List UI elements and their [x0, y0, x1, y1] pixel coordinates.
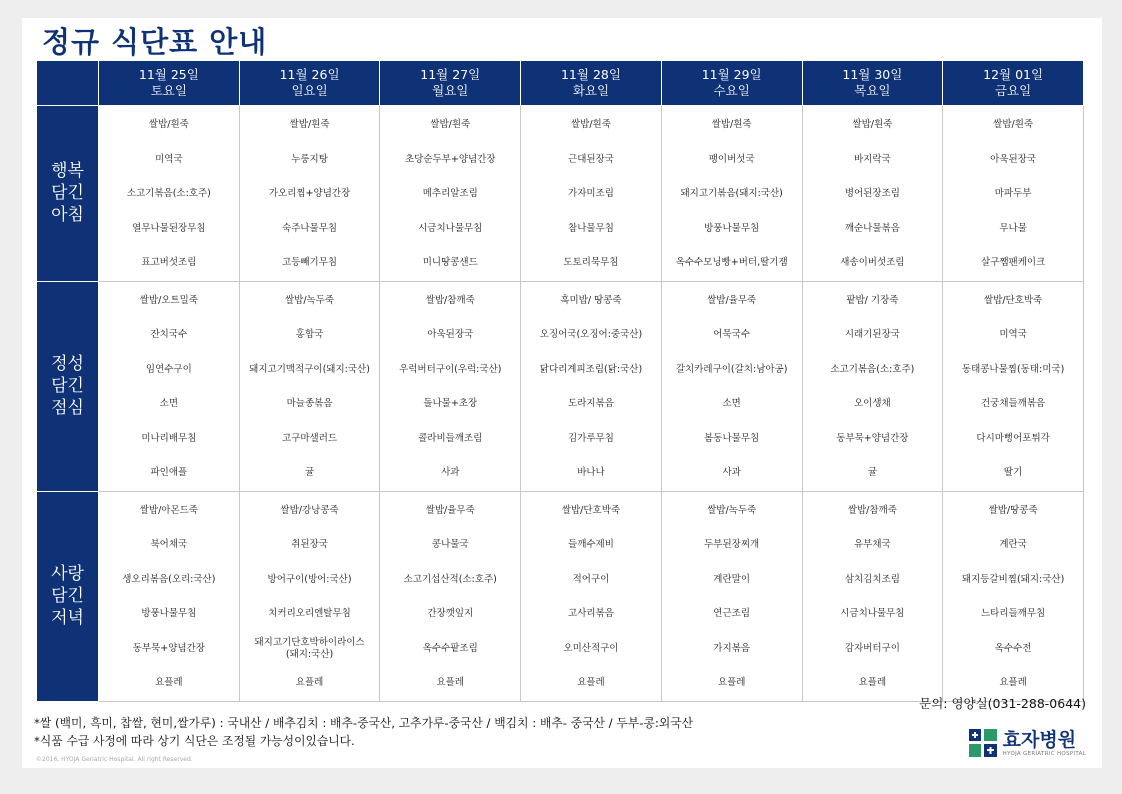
meal-label-line: 사랑 — [51, 564, 84, 584]
menu-item: 귤 — [867, 467, 877, 479]
meal-label — [37, 491, 99, 701]
menu-item: 연근조림 — [713, 608, 751, 620]
menu-item: 동부묵+양념간장 — [132, 642, 205, 654]
menu-cell — [661, 281, 802, 491]
menu-item: 미역국 — [155, 153, 183, 165]
day-date: 11월 28일 — [560, 67, 621, 82]
menu-item: 요플레 — [577, 677, 605, 689]
menu-item: 잔치국수 — [150, 329, 188, 341]
day-header — [943, 61, 1084, 106]
menu-item: 옥수수모닝빵+버터,딸기잼 — [675, 257, 788, 269]
day-header — [661, 61, 802, 106]
menu-cell — [99, 281, 240, 491]
menu-item: 요플레 — [295, 677, 324, 689]
menu-item: 쌀밥/단호박죽 — [983, 294, 1043, 306]
copyright: ©2016, HYOJA Geriatric Hospital. All right Reserved. — [36, 756, 193, 763]
menu-item: 고사리볶음 — [568, 608, 614, 620]
menu-item: 북어채국 — [150, 539, 188, 551]
menu-cell — [521, 106, 662, 282]
menu-item: 무나물 — [999, 222, 1027, 234]
logo-name: 효자병원 — [1002, 729, 1077, 751]
menu-item: 바나나 — [577, 467, 605, 479]
menu-item: 어묵국수 — [713, 329, 751, 341]
menu-cell — [802, 106, 943, 282]
menu-item: 요플레 — [858, 677, 887, 689]
menu-item: 쌀밥/강낭콩죽 — [280, 504, 339, 516]
menu-item: 고등빼기무침 — [282, 257, 338, 269]
menu-item: 건궁채들깨볶음 — [980, 398, 1046, 410]
day-date: 11월 30일 — [842, 67, 903, 82]
day-weekday: 금요일 — [994, 83, 1032, 98]
menu-item: 시금치나물무침 — [418, 222, 483, 234]
meal-row — [37, 281, 1084, 491]
menu-item: 쌀밥/참깨죽 — [847, 504, 897, 516]
meal-label-line: 담긴 — [51, 183, 84, 204]
menu-item: 오이생채 — [854, 398, 891, 410]
note-origin: *쌀 (백미, 흑미, 찹쌀, 현미,쌀가루) : 국내산 / 배추김치 : 배추-중국산, 고추가루-중국산 / 백김치 : 배추- 중국산 / 두부-콩:외국산 — [34, 716, 694, 730]
menu-item: 소고기볶음(소:호주) — [830, 363, 915, 375]
day-date: 11월 27일 — [420, 67, 481, 82]
menu-item: 표고버섯조림 — [141, 257, 197, 269]
menu-item: 쌀밥/흰죽 — [852, 119, 893, 131]
menu-item: 흑미밥/ 땅콩죽 — [560, 294, 622, 306]
menu-item: 느타리들깨무침 — [980, 608, 1046, 620]
menu-item: 감자버터구이 — [844, 642, 900, 654]
menu-item: 들깨수제비 — [568, 539, 614, 551]
day-header — [380, 61, 521, 106]
menu-item: 봄동나물무침 — [704, 432, 760, 444]
day-weekday: 목요일 — [854, 83, 891, 98]
menu-cell — [239, 106, 380, 282]
menu-item: 고구마샐러드 — [282, 432, 338, 444]
menu-item: 홍합국 — [295, 329, 324, 341]
menu-item: 쌀밥/흰죽 — [711, 119, 752, 131]
menu-cell — [943, 491, 1084, 701]
meal-label-line: 저녁 — [51, 608, 84, 628]
menu-item: 열무나물된장무침 — [132, 222, 206, 234]
menu-item: 콩나물국 — [431, 539, 469, 551]
menu-item: 방풍나물무침 — [141, 608, 197, 620]
menu-item: 미나리배무침 — [141, 432, 197, 444]
menu-item: 요플레 — [999, 677, 1027, 689]
menu-item: 병어된장조림 — [844, 188, 900, 200]
day-date: 11월 26일 — [279, 67, 340, 82]
menu-cell — [802, 281, 943, 491]
menu-item: 동태콩나물찜(동태:미국) — [961, 363, 1065, 375]
menu-item: 두부된장찌개 — [704, 539, 760, 551]
menu-item: 마늘종볶음 — [286, 398, 333, 410]
menu-cell — [99, 491, 240, 701]
hospital-logo — [969, 729, 1086, 757]
menu-cell — [99, 106, 240, 282]
menu-cell — [943, 106, 1084, 282]
menu-item: 쌀밥/녹두죽 — [707, 504, 757, 516]
day-header — [239, 61, 380, 106]
menu-item: 돼지고기맥적구이(돼지:국산) — [249, 363, 370, 375]
day-header — [99, 61, 240, 106]
day-date: 11월 29일 — [701, 67, 762, 82]
menu-item: 방풍나물무침 — [704, 222, 760, 234]
menu-item: 쌀밥/단호박죽 — [561, 504, 621, 516]
menu-item: 미니땅콩샌드 — [422, 257, 478, 269]
menu-cell — [521, 491, 662, 701]
menu-cell — [661, 491, 802, 701]
menu-item: 소면 — [722, 398, 741, 410]
day-weekday: 토요일 — [150, 83, 187, 98]
corner-cell — [37, 61, 99, 106]
menu-item: 취된장국 — [291, 539, 328, 551]
day-weekday: 수요일 — [713, 83, 750, 98]
menu-item: 소고기섭산적(소:호주) — [403, 573, 497, 585]
menu-item: 김가루무침 — [568, 432, 614, 444]
menu-item: 마파두부 — [994, 188, 1032, 200]
menu-item: 계란말이 — [713, 573, 751, 585]
menu-item: 방어구이(방어:국산) — [267, 573, 352, 585]
menu-cell — [802, 491, 943, 701]
menu-cell — [380, 491, 521, 701]
menu-item: 새송이버섯조림 — [840, 257, 905, 269]
meal-label-line: 정성 — [51, 354, 84, 374]
day-weekday: 월요일 — [432, 83, 469, 98]
meal-row — [37, 106, 1084, 282]
menu-item: 치커리오리엔탈무침 — [268, 608, 351, 620]
meal-label-line: 담긴 — [51, 586, 84, 606]
menu-item: 누룽지탕 — [291, 153, 328, 165]
menu-item: 돼지고기단호박하이라이스 (돼지:국산) — [254, 636, 365, 660]
menu-item: 쌀밥/율무죽 — [707, 294, 757, 306]
menu-item: 시래기된장국 — [844, 329, 900, 341]
day-header — [802, 61, 943, 106]
menu-item: 요플레 — [436, 677, 465, 689]
menu-item: 도라지볶음 — [568, 398, 614, 410]
menu-item: 바지락국 — [854, 153, 891, 165]
menu-item: 아욱된장국 — [427, 329, 474, 341]
menu-item: 팥밥/ 기장죽 — [846, 294, 899, 306]
day-header — [521, 61, 662, 106]
meal-label — [37, 106, 99, 282]
menu-item: 돼지고기볶음(돼지:국산) — [680, 188, 783, 200]
menu-cell — [943, 281, 1084, 491]
menu-item: 옥수수팥조림 — [422, 642, 478, 654]
day-date: 11월 25일 — [138, 67, 199, 82]
menu-item: 숙주나물무침 — [282, 222, 338, 234]
menu-item: 소면 — [159, 398, 179, 410]
menu-item: 아욱된장국 — [990, 153, 1037, 165]
meal-label-line: 행복 — [51, 161, 84, 182]
menu-item: 유부채국 — [854, 539, 891, 551]
menu-page — [22, 18, 1102, 768]
menu-item: 미역국 — [999, 329, 1027, 341]
menu-item: 소고기볶음(소:호주) — [126, 188, 211, 200]
menu-item: 삼치김치조림 — [844, 573, 900, 585]
menu-item: 가자미조림 — [568, 188, 614, 200]
menu-item: 갈치카레구이(갈치:남아공) — [675, 363, 788, 375]
meal-label — [37, 281, 99, 491]
meal-label-line: 아침 — [51, 205, 84, 226]
meal-label-line: 담긴 — [51, 376, 84, 396]
menu-item: 쌀밥/아몬드죽 — [139, 504, 198, 516]
menu-item: 동부묵+양념간장 — [836, 432, 909, 444]
menu-item: 딸기 — [1003, 467, 1023, 479]
note-adjustment: *식품 수급 사정에 따라 상기 식단은 조정될 가능성이있습니다. — [34, 734, 355, 748]
menu-item: 사과 — [722, 467, 741, 479]
menu-item: 생오리볶음(오리:국산) — [122, 573, 216, 585]
menu-item: 닭다리계피조림(닭:국산) — [539, 363, 643, 375]
menu-item: 오징어국(오징어:중국산) — [539, 329, 643, 341]
menu-item: 쌀밥/참깨죽 — [425, 294, 475, 306]
header-row — [37, 61, 1084, 106]
menu-item: 쌀밥/흰죽 — [148, 119, 189, 131]
menu-item: 다시마뻥어포튀각 — [976, 432, 1050, 444]
menu-item: 우럭버터구이(우럭:국산) — [399, 363, 502, 375]
menu-item: 쌀밥/오트밀죽 — [139, 294, 198, 306]
menu-item: 돼지등갈비찜(돼지:국산) — [961, 573, 1065, 585]
menu-item: 살구쨈팬케이크 — [980, 257, 1046, 269]
menu-item: 적어구이 — [572, 573, 610, 585]
menu-item: 가지볶음 — [713, 642, 751, 654]
menu-item: 쌀밥/흰죽 — [993, 119, 1034, 131]
hospital-logo-icon — [969, 729, 997, 757]
menu-item: 쌀밥/흰죽 — [571, 119, 611, 131]
menu-item: 쌀밥/녹두죽 — [285, 294, 335, 306]
menu-item: 근대된장국 — [568, 153, 614, 165]
menu-item: 도토리묵무침 — [563, 257, 619, 269]
menu-item: 초당순두부+양념간장 — [404, 153, 496, 165]
menu-cell — [380, 281, 521, 491]
meal-schedule-table — [36, 60, 1084, 702]
menu-item: 시금치나물무침 — [840, 608, 905, 620]
logo-subtitle: HYOJA GERIATRIC HOSPITAL — [1002, 751, 1086, 757]
menu-item: 오미산적구이 — [563, 642, 619, 654]
footnotes — [34, 714, 693, 750]
menu-cell — [521, 281, 662, 491]
menu-item: 옥수수전 — [994, 642, 1032, 654]
menu-item: 메추리알조림 — [422, 188, 478, 200]
menu-item: 쌀밥/율무죽 — [425, 504, 475, 516]
menu-cell — [380, 106, 521, 282]
menu-item: 팽이버섯국 — [708, 153, 755, 165]
meal-label-line: 점심 — [51, 398, 84, 418]
menu-item: 귤 — [304, 467, 315, 479]
menu-item: 계란국 — [999, 539, 1027, 551]
contact-info: 문의: 영양실(031-288-0644) — [919, 696, 1086, 711]
menu-cell — [239, 491, 380, 701]
menu-item: 참나물무침 — [568, 222, 614, 234]
meal-row — [37, 491, 1084, 701]
day-weekday: 일요일 — [291, 83, 328, 98]
menu-item: 요플레 — [155, 677, 183, 689]
menu-item: 돌나물+초장 — [423, 398, 478, 410]
menu-item: 쌀밥/흰죽 — [289, 119, 330, 131]
menu-item: 깨순나물볶음 — [844, 222, 900, 234]
menu-cell — [239, 281, 380, 491]
menu-item: 쌀밥/땅콩죽 — [988, 504, 1038, 516]
menu-item: 요플레 — [717, 677, 746, 689]
menu-item: 파인애플 — [150, 467, 188, 479]
menu-item: 가오리찜+양념간장 — [268, 188, 351, 200]
menu-item: 임연수구이 — [145, 363, 192, 375]
day-date: 12월 01일 — [983, 67, 1044, 82]
menu-item: 콜라비들깨조림 — [418, 432, 483, 444]
page-title: 정규 식단표 안내 — [42, 25, 268, 59]
menu-item: 쌀밥/흰죽 — [430, 119, 471, 131]
menu-item: 사과 — [441, 467, 460, 479]
menu-item: 간장깻잎지 — [427, 608, 474, 620]
menu-cell — [661, 106, 802, 282]
day-weekday: 화요일 — [572, 83, 610, 98]
